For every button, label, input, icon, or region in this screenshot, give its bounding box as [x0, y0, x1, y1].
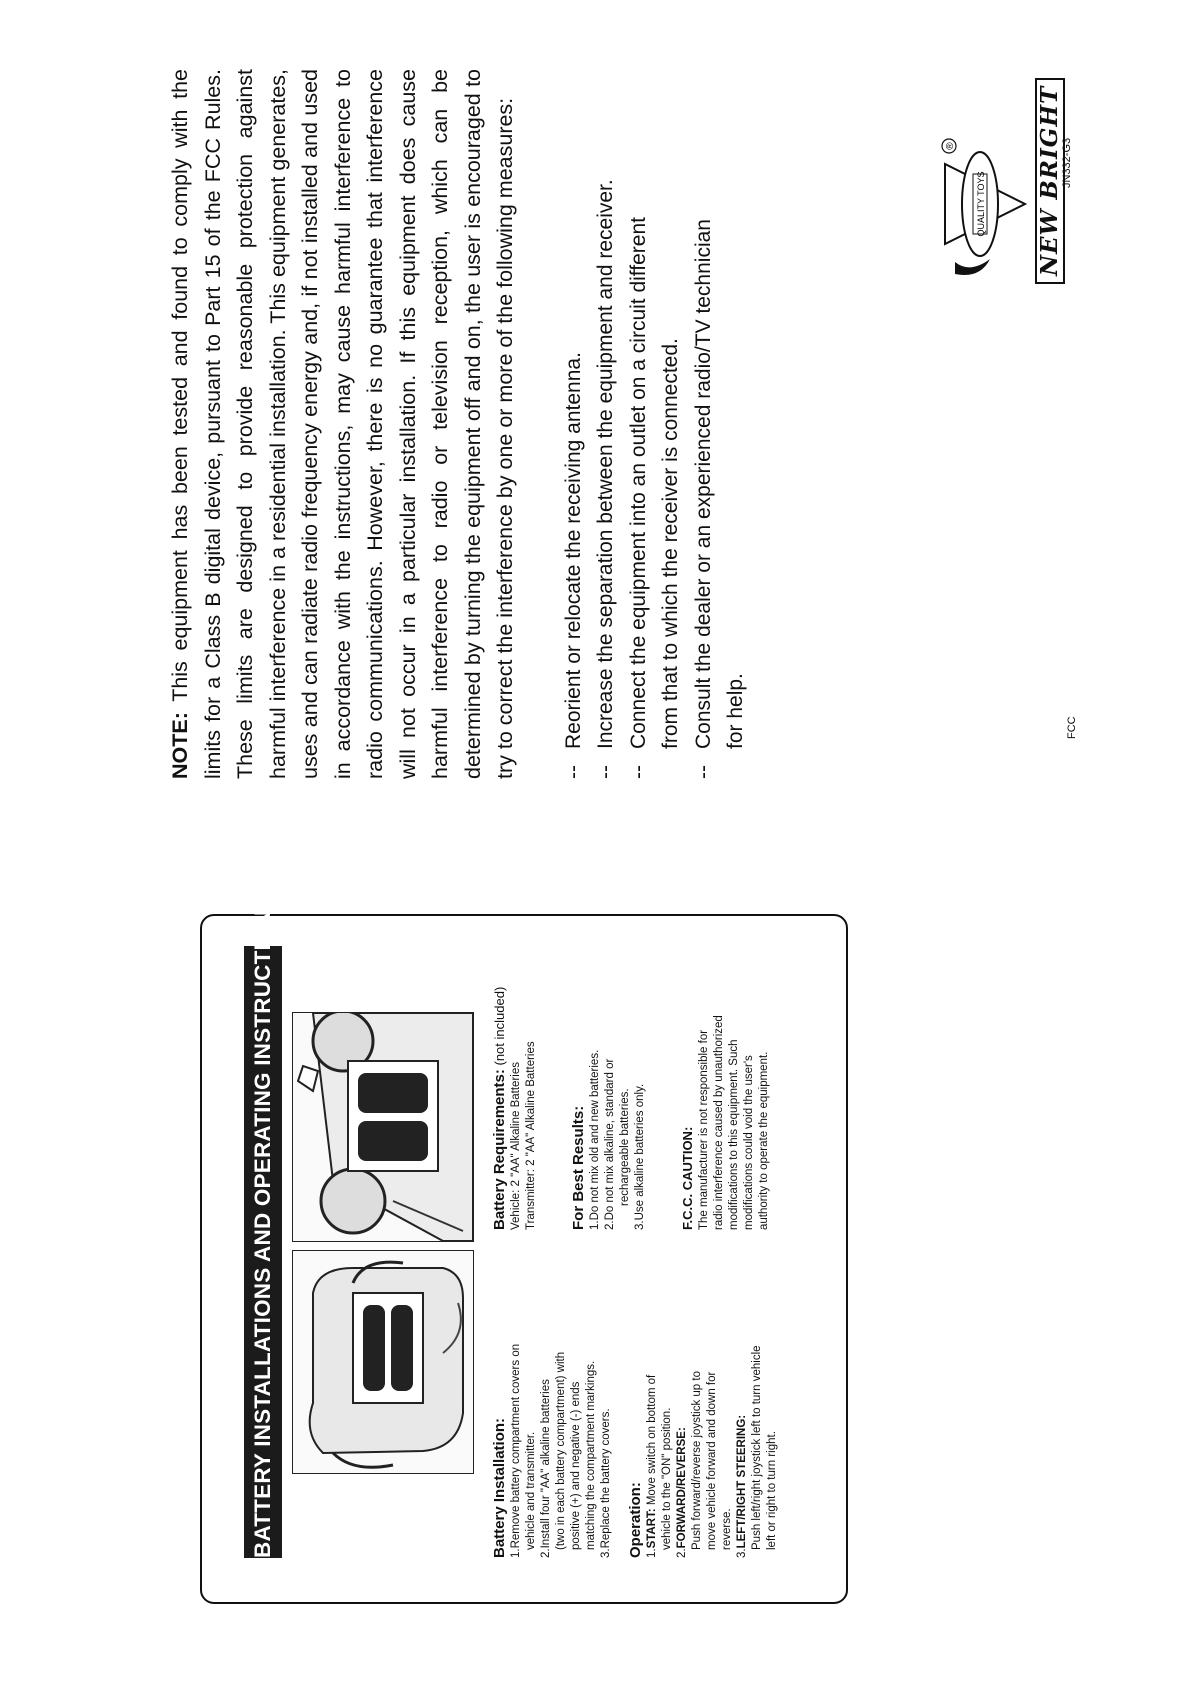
best-results-line: rechargeable batteries. [619, 1088, 631, 1206]
battery-installation-heading: Battery Installation: [491, 1417, 508, 1558]
operation-start: 1.START: Move switch on bottom of [646, 1374, 658, 1558]
caution-line: radio interference caused by unauthorized [713, 1015, 725, 1230]
battery-instructions-panel [200, 894, 848, 1604]
installation-line: vehicle and transmitter. [525, 1431, 537, 1550]
operation-line: Push forward/reverse joystick up to [691, 1371, 703, 1550]
product-code: JN332-G3 [1061, 137, 1073, 188]
installation-line: matching the compartment markings. [585, 1360, 597, 1550]
caution-line: modifications could void the user's [743, 1055, 755, 1230]
panel-title: BATTERY INSTALLATIONS AND OPERATING INSTRUCTIONS [244, 946, 282, 1558]
installation-line: 2.Install four "AA" alkaline batteries [540, 1379, 552, 1558]
start-label: START: [646, 1508, 658, 1549]
best-results-heading: For Best Results: [570, 1105, 587, 1230]
forward-reverse-label: FORWARD/REVERSE: [676, 1427, 688, 1549]
operation-line: reverse. [721, 1508, 733, 1550]
battery-requirements-heading [492, 940, 507, 1230]
start-text: Move switch on bottom of [646, 1374, 658, 1509]
note-label: NOTE: [168, 712, 192, 779]
requirements-note: (not included) [492, 986, 507, 1070]
measure-item: --Connect the equipment into an outlet on a circuit different [626, 217, 650, 779]
measure-item: --Consult the dealer or an experienced radio/TV technician [691, 219, 715, 779]
measure-continuation: for help. [724, 673, 747, 749]
right-column [486, 940, 772, 1230]
best-results-line: 3.Use alkaline batteries only. [634, 1083, 646, 1230]
installation-line: 3.Replace the battery covers. [600, 1408, 612, 1558]
fcc-caution-heading: F.C.C. CAUTION: [680, 1126, 695, 1230]
transmitter-illustration [293, 1251, 473, 1473]
operation-forward-reverse: 2.FORWARD/REVERSE: [676, 1427, 688, 1558]
best-results-line: 2.Do not mix alkaline, standard or [604, 1058, 616, 1230]
transmitter-battery-photo [292, 1250, 474, 1474]
installation-line: (two in each battery compartment) with [555, 1351, 567, 1550]
installation-line: positive (+) and negative (-) ends [570, 1381, 582, 1550]
operation-heading: Operation: [627, 1482, 644, 1558]
best-results-line: 1.Do not mix old and new batteries. [589, 1049, 601, 1230]
quality-toys-text: QUALITY TOYS [976, 171, 986, 237]
operation-line: left or right to turn right. [766, 1431, 778, 1550]
measure-continuation: from that to which the receiver is connected. [659, 338, 682, 749]
caution-line: modifications to this equipment. Such [728, 1039, 740, 1230]
operation-line: move vehicle forward and down for [706, 1371, 718, 1550]
vehicle-battery-photo [292, 1012, 474, 1242]
registered-mark: ® [945, 142, 956, 150]
operation-steering: 3.LEFT/RIGHT STEERING: [736, 1414, 748, 1558]
requirements-transmitter: Transmitter: 2 "AA" Alkaline Batteries [525, 1041, 537, 1230]
operation-line: Push left/right joystick left to turn vehicle [751, 1345, 763, 1550]
vehicle-illustration [293, 1013, 473, 1241]
quality-toys-emblem [935, 134, 1035, 284]
installation-line: 1.Remove battery compartment covers on [510, 1343, 522, 1558]
requirements-vehicle: Vehicle: 2 "AA" Alkaline Batteries [510, 1062, 522, 1230]
measure-item: --Increase the separation between the equipment and receiver. [594, 179, 617, 779]
new-bright-logo [935, 85, 1075, 284]
measures-list [558, 69, 753, 779]
fcc-note [164, 69, 753, 779]
caution-line: The manufacturer is not responsible for [698, 1029, 710, 1230]
left-column [486, 1250, 780, 1558]
steering-label: LEFT/RIGHT STEERING: [736, 1414, 748, 1549]
measure-item: --Reorient or relocate the receiving antenna. [561, 352, 585, 779]
caution-line: authority to operate the equipment. [758, 1051, 770, 1230]
fcc-footer-label: FCC [1066, 716, 1078, 739]
brand-name: NEW BRIGHT [1035, 78, 1065, 284]
operation-line: vehicle to the "ON" position. [661, 1407, 673, 1550]
note-text: This equipment has been tested and found to comply with the limits for a Class B digital device, pursuant to Part 15 of the FCC Rules. These limits are designed to provide reasonable protection against harmful interference in a residential installation. This equipment generates, uses and can radiate radio frequency energy and, if not installed and used in accordance with the instructions, may cause harmful interference to radio communications. However, there is no guarantee that interference will not occur in a particular installation. If this equipment does cause harmful interference to radio or television reception, which can be determined by turning the equipment off and on, the user is encouraged to try to correct the interference by one or more of the following measures: [168, 69, 517, 779]
requirements-label: Battery Requirements: [491, 1069, 508, 1230]
note-paragraph [164, 69, 522, 779]
